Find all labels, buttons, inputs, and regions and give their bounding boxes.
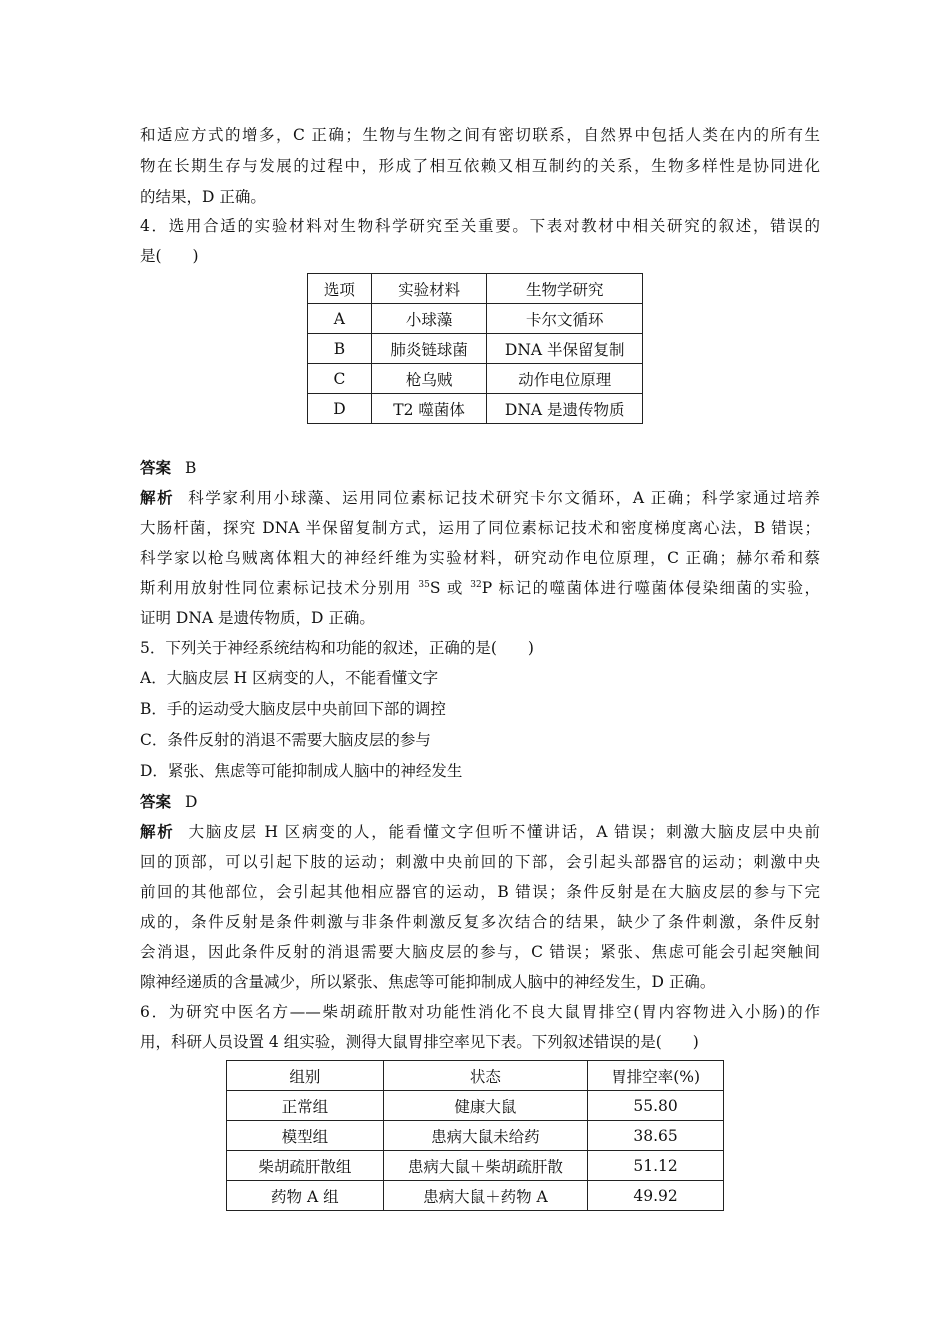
answer-value: B (185, 459, 197, 477)
table-row (227, 1121, 724, 1151)
question-5-stem: 5．下列关于神经系统结构和功能的叙述，正确的是( ) (140, 639, 534, 657)
explanation-4-line: 科学家以枪乌贼离体粗大的神经纤维为实验材料，研究动作电位原理，C 正确；赫尔希和蔡 (140, 549, 820, 567)
table-cell: 柴胡疏肝散组 (227, 1151, 384, 1181)
table-cell: 患病大鼠未给药 (383, 1121, 588, 1151)
explanation-text: 斯利用放射性同位素标记技术分别用 (140, 579, 419, 597)
table-row (308, 364, 643, 394)
explanation-5-line: 成的，条件反射是条件刺激与非条件刺激反复多次结合的结果，缺少了条件刺激，条件反射 (140, 913, 820, 931)
table-row (227, 1181, 724, 1211)
table-header-row (308, 274, 643, 304)
table-cell: T2 噬菌体 (371, 394, 487, 424)
table-header-cell: 状态 (383, 1061, 588, 1091)
paragraph-line: 的结果，D 正确。 (140, 188, 266, 206)
explanation-label: 解析 (140, 488, 175, 507)
table-row (308, 304, 643, 334)
question-6-stem: 6．为研究中医名方——柴胡疏肝散对功能性消化不良大鼠胃排空(胃内容物进入小肠)的作 (140, 1003, 820, 1021)
explanation-5-line (140, 822, 820, 842)
table-header-cell: 胃排空率(%) (588, 1061, 724, 1091)
explanation-text: P 标记的噬菌体进行噬菌体侵染细菌的实验， (481, 579, 820, 597)
table-cell: 38.65 (588, 1121, 724, 1151)
table-cell: 患病大鼠＋柴胡疏肝散 (383, 1151, 588, 1181)
explanation-4-line (140, 578, 820, 598)
explanation-5-line: 回的顶部，可以引起下肢的运动；刺激中央前回的下部，会引起头部器官的运动；刺激中央 (140, 853, 820, 871)
table-row (227, 1091, 724, 1121)
question-4-table (307, 273, 643, 424)
question-5-option-b: B．手的运动受大脑皮层中央前回下部的调控 (140, 700, 446, 718)
table-cell: 肺炎链球菌 (371, 334, 487, 364)
table-header-cell: 选项 (308, 274, 372, 304)
table-header-cell: 实验材料 (371, 274, 487, 304)
answer-value: D (185, 793, 198, 811)
table-cell: 55.80 (588, 1091, 724, 1121)
question-5-option-a: A．大脑皮层 H 区病变的人，不能看懂文字 (140, 669, 439, 687)
explanation-4-line: 证明 DNA 是遗传物质，D 正确。 (140, 609, 375, 627)
table-cell: A (308, 304, 372, 334)
isotope-superscript: 35 (418, 580, 430, 590)
table-cell: 患病大鼠＋药物 A (383, 1181, 588, 1211)
answer-5 (140, 792, 820, 812)
paragraph-line: 物在长期生存与发展的过程中，形成了相互依赖又相互制约的关系，生物多样性是协同进化 (140, 157, 820, 175)
question-4-stem: 4．选用合适的实验材料对生物科学研究至关重要。下表对教材中相关研究的叙述，错误的 (140, 217, 820, 235)
table-cell: 51.12 (588, 1151, 724, 1181)
question-6-stem-end: 用，科研人员设置 4 组实验，测得大鼠胃排空率见下表。下列叙述错误的是( ) (140, 1033, 699, 1051)
table-cell: 卡尔文循环 (487, 304, 643, 334)
explanation-text: 科学家利用小球藻、运用同位素标记技术研究卡尔文循环，A 正确；科学家通过培养 (188, 489, 820, 507)
explanation-5-line: 隙神经递质的含量减少，所以紧张、焦虑等可能抑制成人脑中的神经发生，D 正确。 (140, 973, 716, 991)
table-cell: D (308, 394, 372, 424)
table-cell: 药物 A 组 (227, 1181, 384, 1211)
answer-label: 答案 (140, 792, 172, 811)
table-cell: 健康大鼠 (383, 1091, 588, 1121)
explanation-5-line: 会消退，因此条件反射的消退需要大脑皮层的参与，C 错误；紧张、焦虑可能会引起突触间 (140, 943, 820, 961)
table-row (308, 394, 643, 424)
table-cell: 49.92 (588, 1181, 724, 1211)
answer-4 (140, 458, 820, 478)
explanation-label: 解析 (140, 822, 175, 841)
table-row (227, 1151, 724, 1181)
table-row (308, 334, 643, 364)
explanation-5-line: 前回的其他部位，会引起其他相应器官的运动，B 错误；条件反射是在大脑皮层的参与下完 (140, 883, 820, 901)
table-cell: 模型组 (227, 1121, 384, 1151)
table-cell: 正常组 (227, 1091, 384, 1121)
question-4-stem-end: 是( ) (140, 247, 199, 265)
table-header-cell: 生物学研究 (487, 274, 643, 304)
table-cell: DNA 半保留复制 (487, 334, 643, 364)
explanation-4-line (140, 488, 820, 508)
table-header-cell: 组别 (227, 1061, 384, 1091)
table-cell: 枪乌贼 (371, 364, 487, 394)
question-5-option-c: C．条件反射的消退不需要大脑皮层的参与 (140, 731, 431, 749)
table-cell: DNA 是遗传物质 (487, 394, 643, 424)
table-cell: 动作电位原理 (487, 364, 643, 394)
table-cell: 小球藻 (371, 304, 487, 334)
table-cell: C (308, 364, 372, 394)
table-cell: B (308, 334, 372, 364)
question-6-table (226, 1060, 724, 1211)
isotope-superscript: 32 (470, 580, 482, 590)
explanation-text: 大脑皮层 H 区病变的人，能看懂文字但听不懂讲话，A 错误；刺激大脑皮层中央前 (188, 823, 820, 841)
explanation-text: S 或 (429, 579, 471, 597)
explanation-4-line: 大肠杆菌，探究 DNA 半保留复制方式，运用了同位素标记技术和密度梯度离心法，B 错误； (140, 519, 820, 537)
answer-label: 答案 (140, 458, 172, 477)
paragraph-line: 和适应方式的增多，C 正确；生物与生物之间有密切联系，自然界中包括人类在内的所有生 (140, 126, 820, 144)
question-5-option-d: D．紧张、焦虑等可能抑制成人脑中的神经发生 (140, 762, 463, 780)
table-header-row (227, 1061, 724, 1091)
